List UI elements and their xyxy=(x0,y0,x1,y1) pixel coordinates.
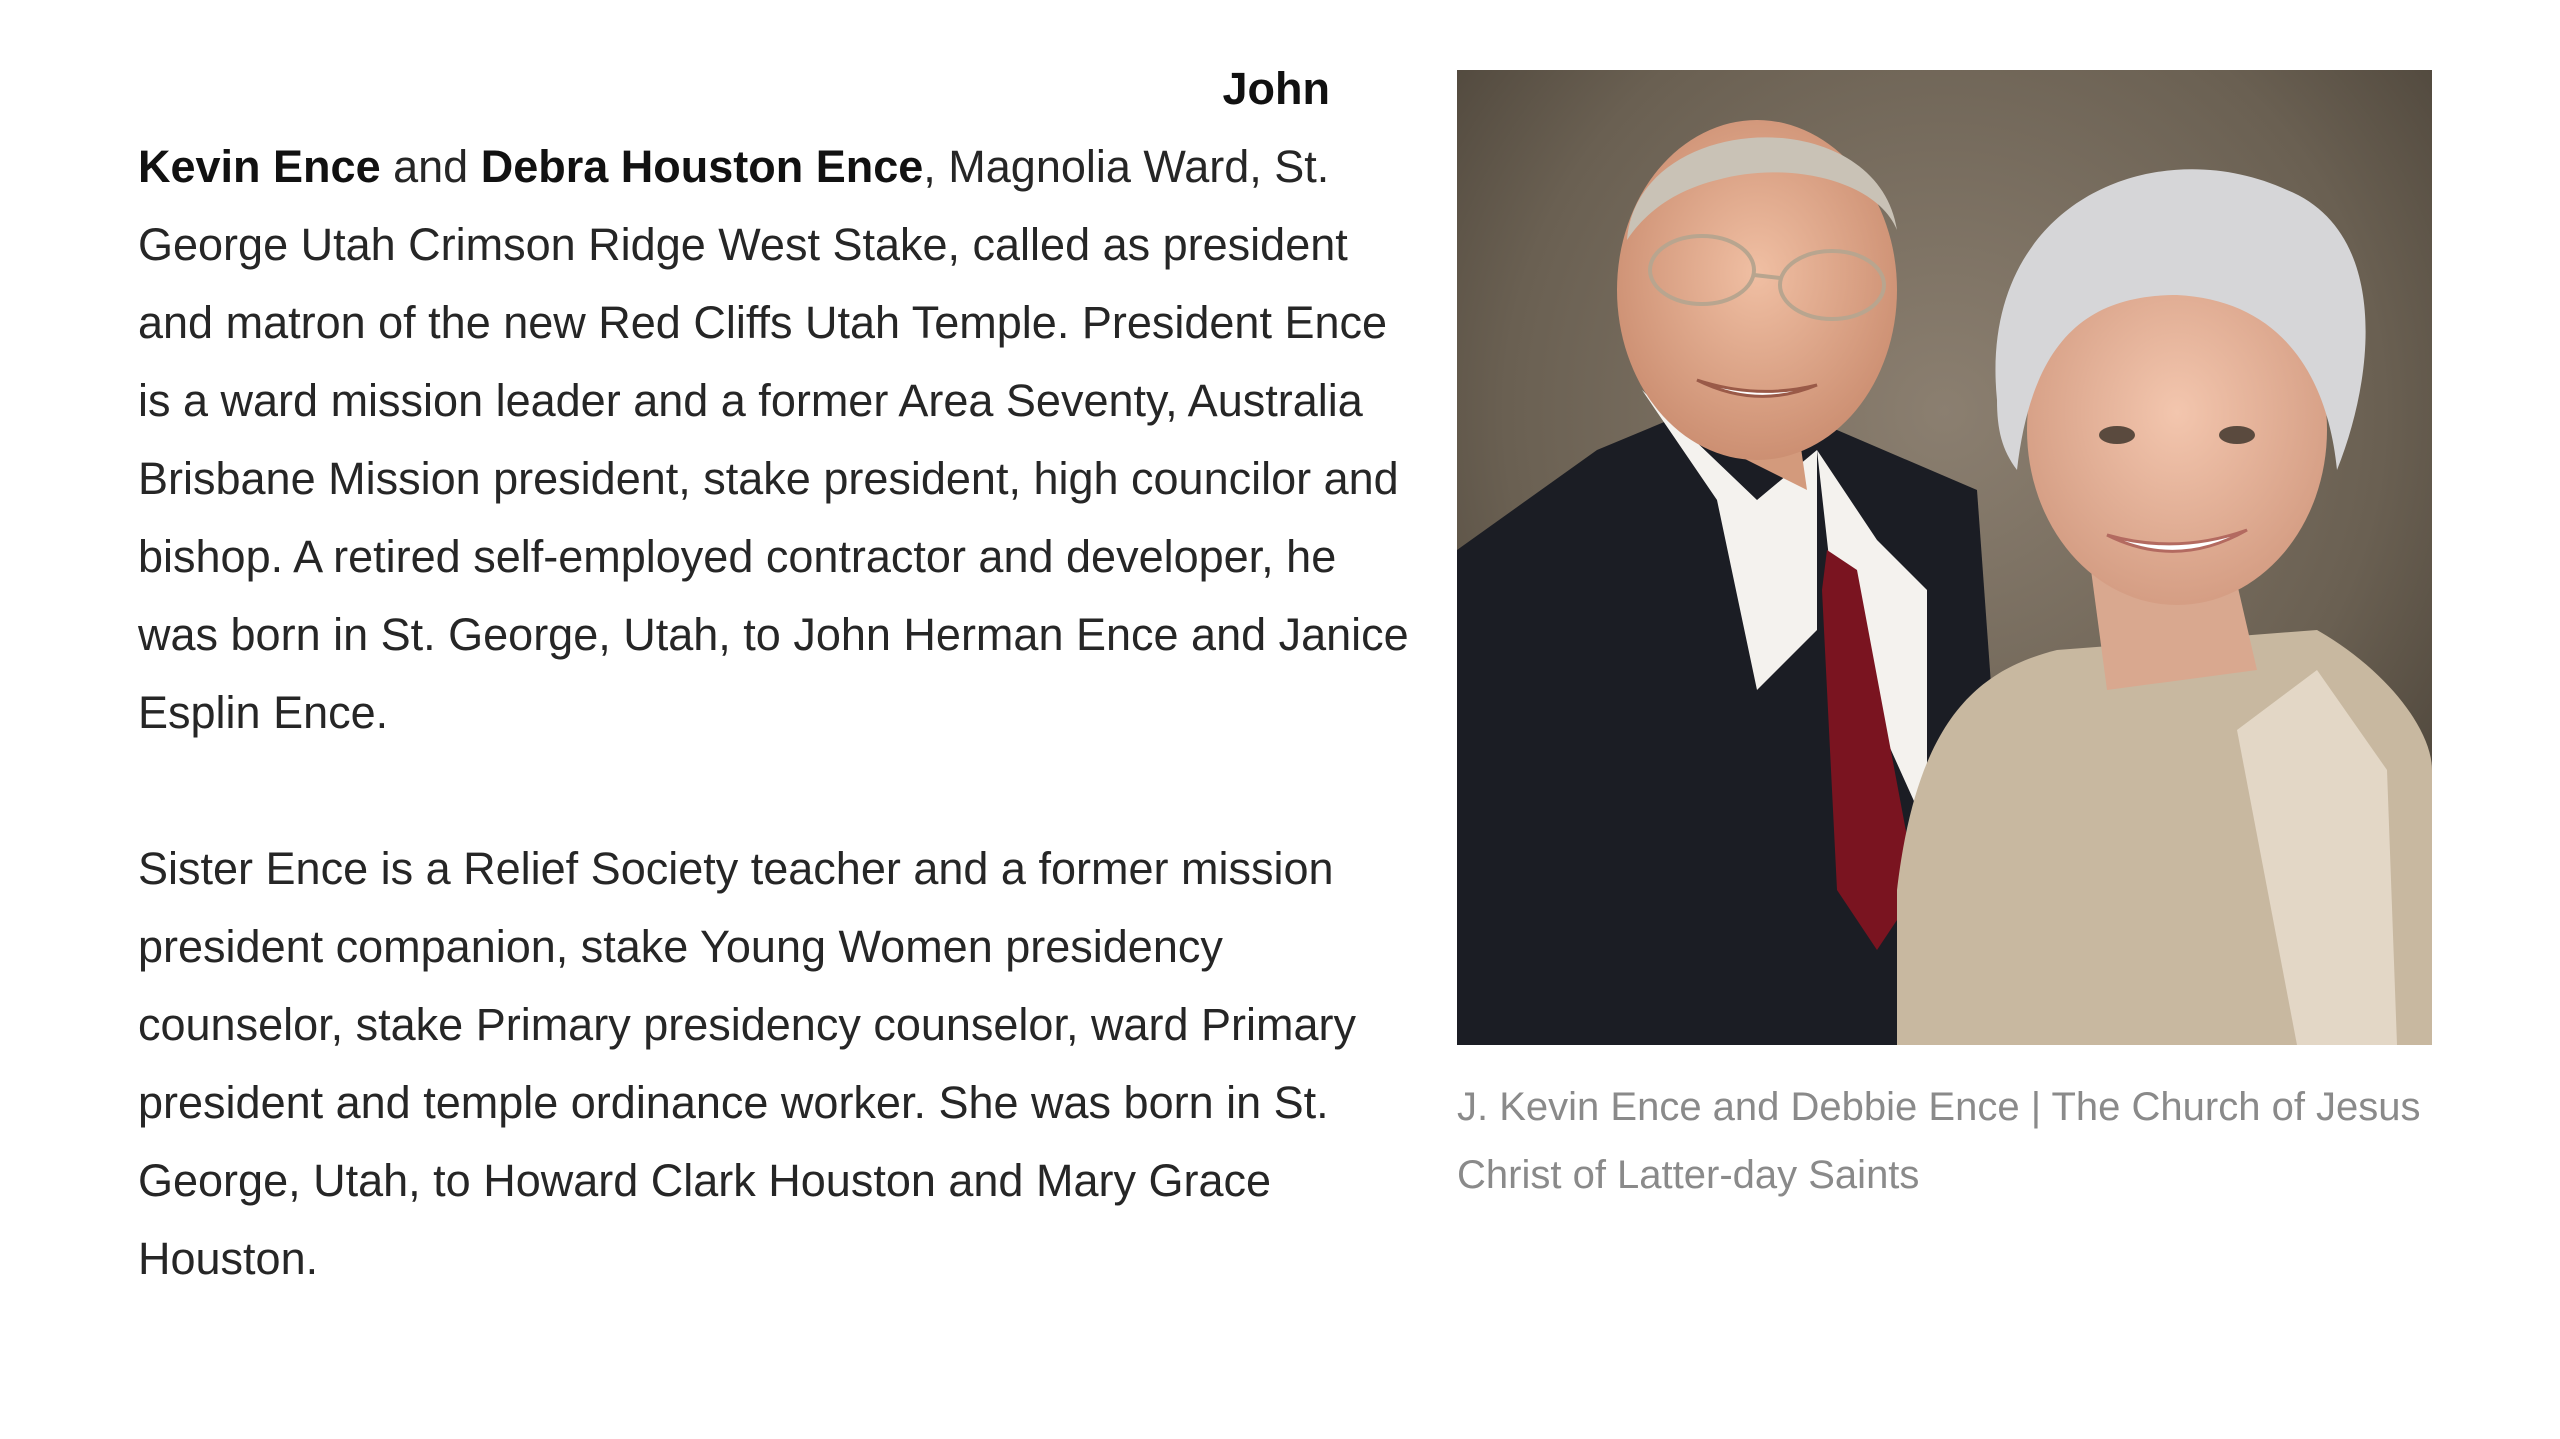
husband-name: Kevin Ence xyxy=(138,141,381,192)
paragraph-husband-text: , Magnolia Ward, St. George Utah Crimson Ridge West Stake, called as president and matron of the new Red Cliffs Utah Temple. President Ence is a ward mission leader and a former Area Seventy, Australia Brisbane Mission president, stake president, high councilor and bishop. A retired self-employed contractor and developer, he was born in St. George, Utah, to John Herman Ence and Janice Esplin Ence. xyxy=(138,141,1409,738)
and-connector: and xyxy=(380,141,481,192)
husband-first-name: John xyxy=(1222,63,1330,114)
couple-portrait-image xyxy=(1457,70,2432,1045)
paragraph-husband xyxy=(138,128,1428,752)
paragraph-wife: Sister Ence is a Relief Society teacher and a former mission president companion, stake Young Women presidency counselor, stake Primary presidency counselor, ward Primary president and temple ordinance worker. She was born in St. George, Utah, to Howard Clark Houston and Mary Grace Houston. xyxy=(138,843,1356,1284)
photo-caption: J. Kevin Ence and Debbie Ence | The Church of Jesus Christ of Latter-day Saints xyxy=(1457,1085,2421,1197)
paragraph-spacer xyxy=(138,752,1428,830)
photo-figure xyxy=(1457,70,2432,1209)
article-body xyxy=(138,50,1428,1298)
wife-name: Debra Houston Ence xyxy=(480,141,924,192)
